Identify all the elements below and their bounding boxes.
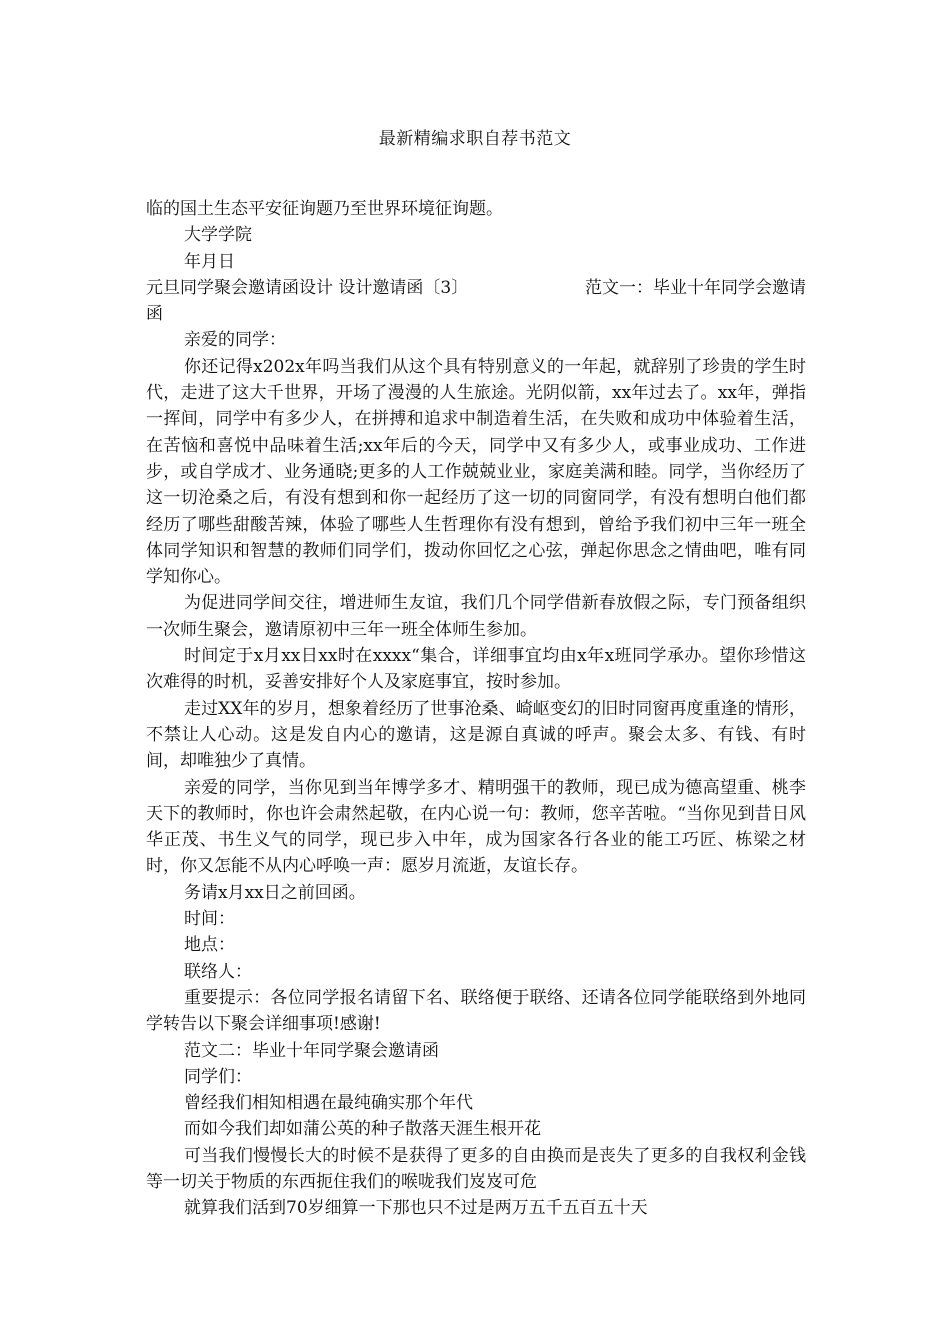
salutation: 亲爱的同学： xyxy=(184,330,286,351)
paragraph: 为促进同学间交往，增进师生友谊，我们几个同学借新春放假之际，专门预备组织一次师生聚会，邀请原初中三年一班全体师生参加。 xyxy=(146,593,806,640)
paragraph: 临的国土生态平安征询题乃至世界环境征询题。 xyxy=(146,199,503,219)
section-title-right: 范文一：毕业十年同学会邀请 xyxy=(585,277,806,298)
paragraph: 可当我们慢慢长大的时候不是获得了更多的自由换而是丧失了更多的自我权利金钱等一切关于物质的东西扼住我们的喉咙我们岌岌可危 xyxy=(146,1145,806,1192)
section-title: 范文二：毕业十年同学聚会邀请函 xyxy=(184,1040,439,1061)
paragraph: 亲爱的同学，当你见到当年博学多才、精明强干的教师，现已成为德高望重、桃李天下的教师时，你也许会肃然起敬，在内心说一句：教师，您辛苦啦。“当你见到昔日风华正茂、书生义气的同学，现已步入中年，成为国家各行各业的能工巧匠、栋梁之材时，你又怎能不从内心呼唤一声：愿岁月流逝，友谊长存。 xyxy=(146,777,806,877)
field-contact: 联络人： xyxy=(184,961,252,982)
paragraph: 走过XX年的岁月，想象着经历了世事沧桑、崎岖变幻的旧时同窗再度重逢的情形，不禁让人心动。这是发自内心的邀请，这是源自真诚的呼声。聚会太多、有钱、有时间，却唯独少了真情。 xyxy=(146,698,806,772)
paragraph: 年月日 xyxy=(184,251,235,272)
field-time: 时间： xyxy=(184,909,235,930)
section-title-continued: 函 xyxy=(146,304,163,325)
paragraph: 你还记得x202x年吗当我们从这个具有特别意义的一年起，就辞别了珍贵的学生时代，走进了这大千世界，开场了漫漫的人生旅途。光阴似箭，xx年过去了。xx年，弹指一挥间，同学中有多少人，在拼搏和追求中制造着生活，在失败和成功中体验着生活，在苦恼和喜悦中品味着生活;xx年后的今天，同学中又有多少人，或事业成功、工作进步，或自学成才、业务通晓;更多的人工作兢兢业业，家庭美满和睦。同学，当你经历了这一切沧桑之后，有没有想到和你一起经历了这一切的同窗同学，有没有想明白他们都经历了哪些甜酸苦辣，体验了哪些人生哲理你有没有想到，曾给予我们初中三年一班全体同学知识和智慧的教师们同学们，拨动你回忆之心弦，弹起你思念之情曲吧，唯有同学知你心。 xyxy=(146,356,806,588)
field-location: 地点： xyxy=(184,935,235,956)
salutation: 同学们： xyxy=(184,1066,252,1087)
paragraph: 大学学院 xyxy=(184,225,252,246)
page-header: 最新精编求职自荐书范文 xyxy=(378,129,572,149)
paragraph: 时间定于x月xx日xx时在xxxx“集合，详细事宜均由x年x班同学承办。望你珍惜这次难得的时机，妥善安排好个人及家庭事宜，按时参加。 xyxy=(146,646,806,693)
paragraph: 务请x月xx日之前回函。 xyxy=(184,882,366,903)
paragraph: 曾经我们相知相遇在最纯确实那个年代 xyxy=(184,1093,473,1114)
paragraph: 而如今我们却如蒲公英的种子散落天涯生根开花 xyxy=(184,1119,541,1140)
section-title xyxy=(146,275,806,301)
paragraph: 就算我们活到70岁细算一下那也只不过是两万五千五百五十天 xyxy=(184,1198,648,1219)
paragraph: 重要提示：各位同学报名请留下名、联络便于联络、还请各位同学能联络到外地同学转告以下聚会详细事项!感谢! xyxy=(146,987,806,1035)
section-title-left: 元旦同学聚会邀请函设计 设计邀请函〔3〕 xyxy=(146,277,469,298)
document-body xyxy=(146,196,806,1222)
